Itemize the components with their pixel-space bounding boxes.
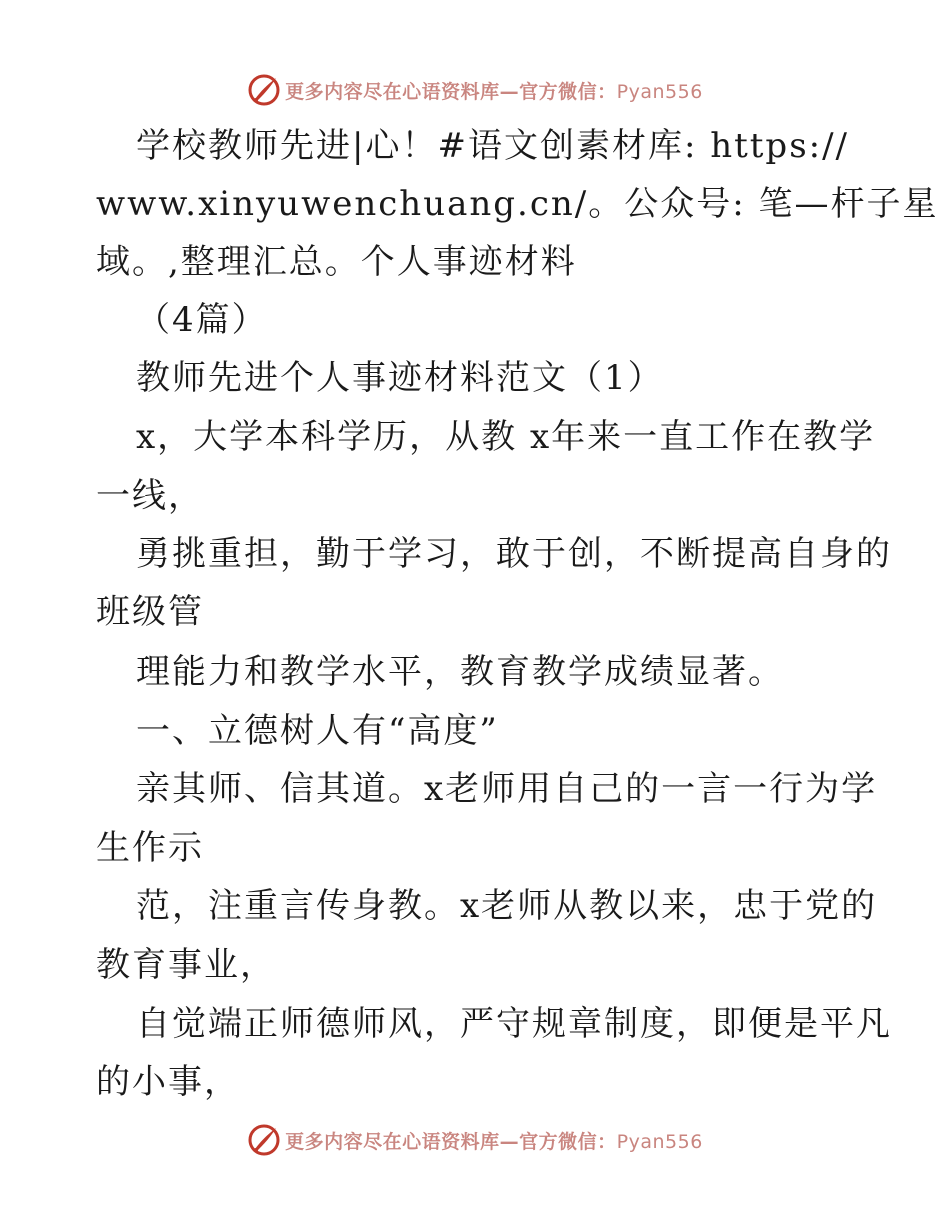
- quill-logo-icon: [247, 73, 281, 107]
- header-watermark-banner: [0, 70, 950, 110]
- quill-logo-icon: [247, 1123, 281, 1157]
- text-line: 生作示: [96, 828, 204, 868]
- section-heading: 教师先进个人事迹材料范文（1）: [136, 358, 664, 398]
- text-line: 的小事，: [96, 1062, 240, 1102]
- footer-watermark-banner: [0, 1120, 950, 1160]
- text-line: 一线，: [96, 476, 204, 516]
- text-line: 教育事业，: [96, 945, 276, 985]
- text-line: 班级管: [96, 592, 204, 632]
- text-line: 理能力和教学水平，教育教学成绩显著。: [136, 652, 784, 692]
- text-line: 学校教师先进|心！#语文创素材库: https://: [136, 126, 850, 166]
- text-line: 范，注重言传身教。x老师从教以来，忠于党的: [136, 886, 878, 926]
- text-line: 自觉端正师德师风，严守规章制度，即便是平凡: [136, 1004, 892, 1044]
- text-line: 亲其师、信其道。x老师用自己的一言一行为学: [136, 769, 878, 809]
- text-line: www.xinyuwenchuang.cn/。公众号: 笔—杆子星: [96, 184, 939, 224]
- header-watermark-text: 更多内容尽在心语资料库—官方微信：Pyan556: [285, 80, 703, 103]
- section-heading: 一、立德树人有“高度”: [136, 711, 499, 751]
- text-line: x，大学本科学历，从教 x年来一直工作在教学: [136, 417, 876, 457]
- footer-watermark-text: 更多内容尽在心语资料库—官方微信：Pyan556: [285, 1130, 703, 1153]
- text-line: 域。,整理汇总。个人事迹材料: [96, 242, 577, 282]
- text-line: 勇挑重担，勤于学习，敢于创，不断提高自身的: [136, 534, 892, 574]
- text-line: （4篇）: [136, 300, 268, 340]
